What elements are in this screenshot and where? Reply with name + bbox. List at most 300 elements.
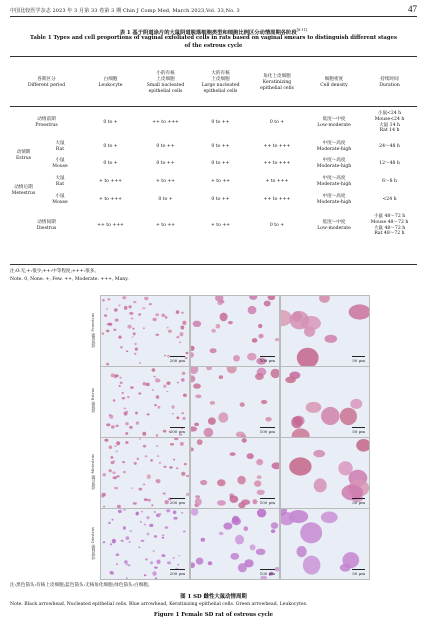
cell-blob — [176, 310, 180, 314]
cell-blob — [232, 517, 241, 525]
cell-blob — [291, 416, 302, 428]
cell-blob — [156, 560, 160, 565]
proestrus-dur-2: 大鼠 14 h — [379, 122, 400, 128]
diestrus-dur-1: Mouse 48～72 h — [370, 219, 409, 225]
metestrus-mouse-density-cn: 中度～高度 — [322, 193, 346, 199]
micrograph-panel — [100, 508, 190, 580]
cell-blob — [151, 504, 153, 506]
cell-blob — [137, 458, 140, 460]
cell-blob — [275, 338, 279, 341]
cell-blob — [193, 321, 202, 327]
cell-blob — [230, 496, 239, 503]
cell-blob — [228, 321, 233, 324]
cell-blob — [145, 455, 148, 457]
proestrus-en: Proestrus — [35, 122, 58, 128]
cell-blob — [165, 526, 169, 529]
cell-diestrus-duration — [362, 209, 417, 243]
table-caption-en-line2: of the estrous cycle — [184, 43, 243, 49]
cell-metestrus-rat-duration: 6～8 h — [382, 178, 397, 184]
cell-blob — [183, 531, 186, 533]
cell-blob — [110, 571, 114, 574]
table-bottom-rule — [10, 264, 417, 265]
scale-bar-label: 100 μm — [259, 358, 275, 363]
cell-blob — [201, 538, 206, 542]
cell-blob — [111, 373, 115, 377]
cell-blob — [179, 341, 181, 343]
cell-blob — [181, 326, 185, 330]
estrus-mouse-density-cn: 中度～高度 — [322, 157, 346, 163]
cell-blob — [177, 564, 179, 565]
table-note-cn: 注:0:无;+:很少;++:中等程度;+++:很多。 — [10, 269, 99, 274]
cell-metestrus-period — [10, 173, 37, 209]
header-rule — [10, 16, 417, 17]
cell-blob — [181, 312, 183, 314]
cell-blob — [176, 416, 179, 419]
cell-blob — [176, 467, 178, 469]
cell-blob — [180, 442, 184, 446]
cell-blob — [220, 313, 228, 322]
cell-blob — [173, 511, 177, 515]
cell-blob — [152, 368, 156, 372]
cell-blob — [121, 392, 124, 394]
cell-blob — [191, 375, 195, 382]
cell-blob — [131, 318, 134, 320]
cell-blob — [166, 391, 168, 392]
cell-blob — [244, 526, 249, 531]
cell-blob — [147, 413, 150, 415]
cell-blob — [180, 332, 184, 336]
cell-blob — [125, 432, 128, 435]
cell-blob — [123, 471, 126, 473]
cell-blob — [154, 535, 157, 538]
cell-blob — [314, 478, 327, 492]
cell-diestrus-period — [10, 209, 83, 243]
cell-blob — [138, 392, 141, 394]
cell-metestrus-rat-density — [306, 173, 362, 191]
diestrus-density-cn: 低度～中度 — [322, 219, 346, 225]
cell-blob — [112, 471, 115, 474]
cell-blob — [141, 511, 143, 513]
cell-blob — [110, 456, 113, 459]
cell-blob — [186, 475, 189, 477]
scale-bar-label: 50 μm — [352, 500, 365, 505]
scale-bar-label: 200 μm — [169, 358, 185, 363]
cell-blob — [118, 336, 121, 339]
cell-blob — [219, 532, 224, 535]
figure-row-label-text: 动情期 Estrus — [90, 388, 95, 414]
cell-blob — [143, 484, 145, 486]
micrograph-panel — [100, 295, 190, 367]
cell-blob — [114, 308, 118, 311]
cell-estrus-rat-species — [37, 139, 83, 155]
cell-blob — [103, 541, 105, 543]
figure-note-en: Note. Black arrowhead, Nucleated epithelial cells. Blue arrowhead, Keratinizing epithelial cells. Green arrowhead, Leukocytes. — [10, 602, 308, 607]
scale-bar-label: 100 μm — [259, 571, 275, 576]
th-kerat-cn: 角化上皮细胞 — [263, 74, 291, 80]
cell-blob — [264, 301, 271, 307]
cell-blob — [120, 346, 123, 348]
cell-blob — [143, 445, 146, 448]
cell-diestrus-kerat: 0 to + — [269, 222, 285, 228]
th-large — [193, 60, 248, 106]
cell-blob — [149, 303, 152, 305]
cell-blob — [142, 432, 146, 436]
cell-blob — [168, 330, 172, 333]
cell-blob — [116, 475, 119, 477]
th-leukocyte-en: Leukocyte — [98, 82, 123, 88]
cell-estrus-rat-leukocyte: 0 to + — [103, 143, 118, 149]
cell-blob — [195, 495, 200, 498]
cell-blob — [191, 562, 195, 568]
cell-blob — [216, 324, 221, 329]
cell-blob — [204, 428, 214, 437]
cell-blob — [218, 412, 228, 422]
th-duration-en: Duration — [379, 82, 400, 88]
cell-blob — [208, 561, 213, 565]
cell-blob — [145, 558, 148, 560]
cell-blob — [230, 553, 239, 560]
cell-blob — [196, 558, 204, 565]
cell-estrus-rat-kerat: ++ to +++ — [263, 143, 291, 149]
cell-blob — [210, 348, 217, 353]
cell-blob — [147, 499, 151, 502]
cell-blob — [156, 395, 159, 399]
cell-blob — [241, 499, 250, 505]
cell-blob — [185, 357, 188, 359]
cell-blob — [217, 479, 226, 486]
th-period-cn: 各期区分 — [37, 76, 56, 82]
cell-blob — [177, 382, 179, 384]
cell-proestrus-duration — [362, 107, 417, 139]
cell-blob — [144, 297, 148, 300]
scale-bar-label: 200 μm — [169, 500, 185, 505]
th-small-en: Small nucleated epithelial cells — [146, 82, 185, 94]
figure-row-label — [86, 508, 100, 578]
cell-blob — [123, 509, 126, 511]
cell-blob — [122, 296, 126, 299]
cell-blob — [133, 332, 136, 335]
cell-estrus-rat-large: 0 to ++ — [211, 143, 230, 149]
cell-blob — [349, 304, 369, 319]
cell-blob — [107, 298, 110, 300]
cell-blob — [173, 459, 175, 461]
scale-bar-label: 50 μm — [352, 429, 365, 434]
cell-blob — [139, 488, 143, 491]
diestrus-dur-2: 大鼠 48～72 h — [373, 225, 406, 231]
metestrus-rat-cn: 大鼠 — [55, 175, 65, 181]
cell-blob — [195, 498, 202, 506]
cell-blob — [152, 571, 156, 576]
cell-blob — [116, 451, 118, 453]
th-duration — [362, 60, 417, 106]
diestrus-cn: 动情间期 — [37, 219, 56, 225]
cell-blob — [139, 362, 141, 364]
cell-blob — [129, 426, 132, 429]
cell-blob — [116, 441, 120, 445]
row-estrus-rat — [10, 139, 417, 155]
cell-blob — [183, 394, 187, 397]
cell-blob — [110, 543, 112, 545]
cell-blob — [217, 500, 226, 506]
cell-blob — [104, 439, 108, 442]
cell-blob — [237, 476, 245, 485]
cell-blob — [140, 521, 142, 523]
cell-blob — [136, 422, 139, 425]
cell-blob — [138, 547, 140, 549]
cell-metestrus-mouse-duration: <24 h — [382, 196, 397, 202]
cell-blob — [126, 536, 130, 540]
cell-blob — [271, 369, 280, 378]
cell-blob — [141, 540, 145, 542]
cell-blob — [109, 469, 112, 472]
figure-row-label — [86, 366, 100, 436]
cell-blob — [219, 375, 223, 379]
cell-blob — [133, 502, 137, 505]
cell-blob — [126, 351, 129, 353]
micrograph-panel — [280, 366, 370, 438]
cell-blob — [174, 438, 178, 440]
metestrus-rat-en: Rat — [55, 181, 65, 187]
row-metestrus-mouse — [10, 191, 417, 209]
cell-blob — [211, 329, 216, 333]
cell-blob — [156, 480, 158, 482]
cell-blob — [112, 519, 114, 521]
metestrus-rat-density-cn: 中度～高度 — [322, 175, 346, 181]
cell-blob — [186, 493, 189, 496]
proestrus-cn: 动情前期 — [37, 116, 56, 122]
micrograph-panel — [100, 366, 190, 438]
cell-blob — [163, 493, 166, 495]
estrus-en: Estrus — [15, 155, 32, 161]
th-duration-cn: 持续时间 — [380, 76, 399, 82]
cell-blob — [158, 513, 161, 516]
micrograph-panel — [190, 295, 280, 367]
cell-blob — [109, 415, 113, 419]
cell-blob — [191, 509, 198, 516]
cell-blob — [147, 474, 151, 479]
th-density-en: Cell density — [320, 82, 348, 88]
cell-blob — [106, 423, 110, 426]
cell-blob — [161, 314, 165, 318]
estrous-stage-table — [10, 60, 417, 243]
th-period — [10, 60, 83, 106]
cell-blob — [128, 305, 131, 308]
micrograph-panel — [100, 437, 190, 509]
cell-blob — [115, 425, 118, 428]
cell-blob — [126, 564, 128, 566]
cell-blob — [159, 462, 161, 464]
cell-blob — [191, 352, 194, 358]
table-caption-en-line1: Table 1 Types and cell proportions of vaginal exfoliated cells in rats based on vaginal smears to distinguish different stages — [30, 35, 397, 41]
cell-diestrus-leukocyte: ++ to +++ — [97, 222, 124, 228]
cell-blob — [156, 445, 158, 446]
metestrus-en: Metestrus — [11, 190, 36, 196]
cell-estrus-rat-small: 0 to ++ — [156, 143, 175, 149]
th-period-en: Different period — [27, 82, 66, 88]
cell-blob — [313, 450, 325, 457]
table-note-en: Note. 0, None. +, Few. ++, Moderate. +++, Many. — [10, 277, 129, 282]
proestrus-density-en: Low-moderate — [317, 122, 351, 128]
cell-blob — [290, 311, 309, 329]
cell-blob — [257, 509, 266, 517]
cell-estrus-mouse-density — [306, 155, 362, 173]
cell-blob — [144, 524, 146, 526]
cell-blob — [252, 338, 258, 343]
cell-blob — [129, 541, 131, 542]
cell-blob — [127, 396, 129, 398]
cell-blob — [113, 476, 117, 479]
cell-blob — [139, 438, 141, 439]
cell-blob — [208, 417, 216, 424]
cell-blob — [300, 522, 322, 543]
cell-blob — [238, 563, 247, 572]
metestrus-mouse-cn: 小鼠 — [55, 193, 65, 199]
cell-blob — [119, 377, 121, 379]
cell-metestrus-rat-leukocyte: + to +++ — [99, 178, 122, 184]
cell-blob — [275, 567, 280, 571]
figure-caption-en: Figure 1 Female SD rat of estrous cycle — [153, 612, 274, 618]
cell-blob — [144, 498, 148, 501]
cell-blob — [191, 346, 195, 351]
cell-blob — [147, 533, 150, 536]
th-small — [138, 60, 193, 106]
cell-metestrus-rat-species — [37, 173, 83, 191]
cell-blob — [172, 405, 175, 408]
table-top-rule — [10, 56, 417, 57]
cell-blob — [256, 459, 263, 465]
cell-blob — [182, 372, 186, 375]
estrus-cn: 动情期 — [16, 149, 31, 155]
cell-blob — [256, 549, 266, 555]
cell-blob — [261, 400, 267, 404]
cell-blob — [115, 319, 119, 322]
cell-blob — [181, 512, 183, 514]
cell-blob — [325, 335, 338, 343]
scale-bar-label: 200 μm — [169, 429, 185, 434]
cell-blob — [121, 540, 124, 542]
estrus-rat-density-en: Moderate-high — [316, 146, 352, 152]
proestrus-dur-1: Mouse<24 h — [374, 116, 405, 122]
cell-blob — [108, 323, 112, 326]
cell-diestrus-large: + to ++ — [210, 222, 231, 228]
cell-blob — [149, 524, 153, 527]
cell-blob — [103, 473, 106, 476]
cell-blob — [285, 377, 296, 384]
cell-blob — [242, 438, 247, 443]
cell-blob — [260, 576, 267, 579]
cell-blob — [122, 461, 125, 463]
cell-blob — [144, 574, 146, 576]
cell-blob — [102, 333, 104, 335]
cell-blob — [142, 307, 145, 309]
cell-blob — [162, 534, 165, 536]
cell-blob — [150, 561, 153, 564]
cell-blob — [161, 554, 165, 557]
figure-note-cn: 注:黑色箭头:有核上皮细胞;蓝色箭头:无核角化细胞;绿色箭头:白细胞。 — [10, 583, 153, 588]
cell-blob — [133, 328, 135, 330]
cell-blob — [106, 308, 108, 310]
table-caption-cn-text: 表 1 基于阴道涂片的大鼠阴道脱落细胞类型和细胞比例区分动情周期各阶段 — [119, 29, 297, 36]
cell-blob — [265, 417, 271, 422]
proestrus-dur-3: Rat 14 h — [379, 128, 400, 134]
cell-estrus-period — [10, 139, 37, 173]
th-large-en: Large nucleated epithelial cells — [201, 82, 240, 94]
cell-blob — [257, 475, 262, 479]
cell-blob — [321, 512, 338, 524]
estrus-mouse-cn: 小鼠 — [55, 157, 65, 163]
cell-blob — [230, 452, 236, 456]
cell-blob — [254, 480, 261, 486]
cell-blob — [169, 466, 172, 469]
estrus-mouse-density-en: Moderate-high — [316, 163, 352, 169]
cell-blob — [178, 555, 180, 556]
cell-proestrus-large: 0 to ++ — [211, 119, 230, 125]
cell-blob — [193, 383, 201, 388]
metestrus-rat-density-en: Moderate-high — [316, 181, 352, 187]
micrograph-panel — [190, 508, 280, 580]
scale-bar-label: 50 μm — [352, 358, 365, 363]
cell-blob — [340, 564, 351, 572]
diestrus-density-en: Low-moderate — [317, 225, 351, 231]
cell-blob — [111, 425, 115, 428]
proestrus-density-cn: 低度～中度 — [322, 116, 346, 122]
figure-row-label — [86, 295, 100, 365]
cell-blob — [166, 509, 170, 512]
cell-blob — [134, 462, 137, 465]
cell-blob — [114, 445, 116, 447]
cell-blob — [108, 522, 110, 524]
row-estrus-mouse — [10, 155, 417, 173]
th-density-cn: 细胞密度 — [324, 76, 344, 82]
cell-blob — [194, 423, 199, 427]
cell-blob — [157, 455, 159, 457]
cell-blob — [131, 487, 133, 488]
cell-estrus-rat-density — [306, 139, 362, 155]
figure-row-label — [86, 437, 100, 507]
cell-blob — [147, 516, 150, 519]
cell-blob — [356, 439, 369, 452]
scale-bar-label: 100 μm — [259, 429, 275, 434]
cell-estrus-mouse-small: 0 to ++ — [156, 160, 175, 166]
cell-blob — [248, 306, 257, 314]
cell-blob — [163, 430, 167, 433]
cell-blob — [146, 383, 150, 387]
cell-blob — [271, 522, 278, 529]
cell-blob — [255, 373, 264, 380]
figure-row-label-text: 动情后期 Metestrus — [90, 454, 95, 490]
cell-blob — [132, 336, 134, 338]
cell-blob — [197, 439, 203, 445]
cell-proestrus-kerat: 0 to + — [269, 119, 285, 125]
cell-metestrus-mouse-leukocyte: + to +++ — [99, 196, 122, 202]
cell-blob — [113, 329, 116, 331]
micrograph-panel — [280, 437, 370, 509]
cell-estrus-mouse-species — [37, 155, 83, 173]
scale-bar-label: 200 μm — [169, 571, 185, 576]
cell-blob — [123, 408, 126, 410]
cell-blob — [223, 523, 232, 530]
cell-blob — [184, 463, 187, 466]
cell-blob — [135, 412, 138, 415]
cell-blob — [206, 367, 212, 370]
th-small-cn: 小的有核 上皮细胞 — [156, 71, 175, 82]
figure-row-label-text: 动情前期 Proestrus — [90, 312, 95, 348]
cell-metestrus-rat-kerat: + to +++ — [265, 178, 289, 184]
cell-blob — [154, 567, 158, 569]
cell-estrus-mouse-leukocyte: 0 to + — [103, 160, 118, 166]
estrus-rat-cn: 大鼠 — [55, 140, 65, 146]
cell-blob — [130, 386, 134, 389]
